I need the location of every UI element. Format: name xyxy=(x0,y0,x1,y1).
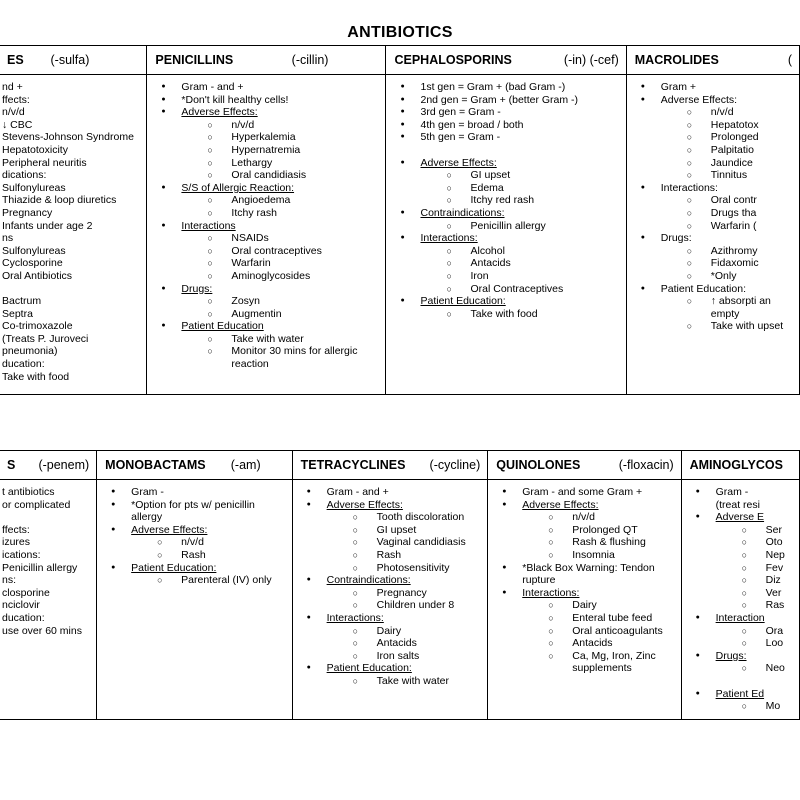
sub-item: ○ Rash & flushing xyxy=(522,536,676,549)
sub-item: ○ Warfarin xyxy=(181,257,381,270)
sub-item: ○ Iron xyxy=(420,270,621,283)
bullet-item xyxy=(392,81,621,94)
bullet-item xyxy=(299,486,484,499)
quinolones-cell xyxy=(488,480,681,720)
sub-item: ○ Take with upset xyxy=(661,320,795,333)
sub-item: ○ n/v/d xyxy=(522,511,676,524)
sub-list xyxy=(661,245,795,283)
sub-list xyxy=(327,675,484,688)
sub-item: ○ Ver xyxy=(716,587,795,600)
sub-list xyxy=(181,232,381,282)
sub-list xyxy=(661,106,795,182)
cephalosporins-header: CEPHALOSPORINS (-in) (-cef) xyxy=(386,46,626,75)
cell-line: ducation: xyxy=(2,358,45,371)
cell-line: Oral Antibiotics xyxy=(2,269,73,282)
cephalosporins-cell xyxy=(386,75,626,395)
sub-item: ○ Oral candidiasis xyxy=(181,169,381,182)
sub-list xyxy=(420,220,621,233)
cell-line: nciclovir xyxy=(2,599,40,612)
carbapenems-cell xyxy=(0,480,97,720)
bullet-item xyxy=(392,144,621,157)
bullet-item xyxy=(688,675,795,688)
bullet-text: Adverse Effects: xyxy=(131,523,208,536)
bullet-text: 4th gen = broad / both xyxy=(420,118,524,131)
sub-item: ○ Jaundice xyxy=(661,157,795,170)
sub-item: ○ Vaginal candidiasis xyxy=(327,536,484,549)
tetracyclines-header: TETRACYCLINES (-cycline) xyxy=(292,451,488,480)
bullet-item xyxy=(688,612,795,650)
penicillins-header: PENICILLINS (-cillin) xyxy=(147,46,386,75)
sub-item: ○ Alcohol xyxy=(420,245,621,258)
bullet-item xyxy=(392,207,621,232)
cell-line: Sulfonylureas xyxy=(2,181,66,194)
bullet-list xyxy=(494,486,676,675)
sub-list xyxy=(522,599,676,675)
sub-item: ○ Take with water xyxy=(327,675,484,688)
sub-item: ○ Aminoglycosides xyxy=(181,270,381,283)
bottom-antibiotic-table xyxy=(0,450,800,720)
bullet-text: Patient Education xyxy=(181,320,264,333)
sub-list xyxy=(181,194,381,219)
bullet-list xyxy=(688,486,795,713)
cell-line: or complicated xyxy=(2,498,71,511)
bullet-text: Adverse Effects: xyxy=(420,156,497,169)
monobactams-cell xyxy=(97,480,292,720)
bullet-list xyxy=(633,81,795,333)
bullet-list xyxy=(103,486,287,587)
bullet-item xyxy=(153,106,381,182)
bullet-text: Gram + xyxy=(660,81,697,93)
bullet-text: Adverse Effects: xyxy=(660,93,738,106)
sub-item: ○ Antacids xyxy=(420,257,621,270)
bullet-item xyxy=(153,94,381,107)
sub-item: ○ Palpitatio xyxy=(661,144,795,157)
bullet-text: Interactions: xyxy=(420,232,478,245)
monobactams-header: MONOBACTAMS (-am) xyxy=(97,451,292,480)
sub-item: ○ Oral contraceptives xyxy=(181,245,381,258)
sub-item: ○ Enteral tube feed xyxy=(522,612,676,625)
sub-list xyxy=(716,625,795,650)
sulfonamides-cell xyxy=(0,75,147,395)
sub-list xyxy=(327,587,484,612)
cell-line: ications: xyxy=(2,548,41,561)
sub-item: ○ Itchy red rash xyxy=(420,194,621,207)
cell-line: Co-trimoxazole xyxy=(2,320,73,333)
aminoglycosides-header: AMINOGLYCOS xyxy=(681,451,799,480)
bullet-text: Interactions: xyxy=(326,611,384,624)
bullet-text: Patient Education: xyxy=(660,282,746,295)
sub-item: ○ Zosyn xyxy=(181,295,381,308)
bullet-text: Patient Education: xyxy=(420,295,506,308)
macrolides-cell xyxy=(626,75,799,395)
sub-item: ○ Take with food xyxy=(420,308,621,321)
bullet-item xyxy=(688,486,795,499)
bullet-item xyxy=(494,499,676,562)
macrolides-header: MACROLIDES ( xyxy=(626,46,799,75)
tetracyclines-cell xyxy=(292,480,488,720)
bullet-text: Contraindications: xyxy=(420,206,505,219)
bullet-item xyxy=(299,499,484,575)
sub-item: ○ n/v/d xyxy=(131,536,287,549)
sub-item: ○ Tooth discoloration xyxy=(327,511,484,524)
bullet-item xyxy=(392,157,621,207)
bullet-item xyxy=(299,612,484,662)
bullet-item xyxy=(103,524,287,562)
sub-item: ○ Mo xyxy=(716,700,795,713)
bullet-text: Gram - and + xyxy=(181,81,244,93)
bullet-item xyxy=(688,511,795,612)
carbapenems-header: S (-penem) xyxy=(0,451,97,480)
cell-line: ducation: xyxy=(2,611,45,624)
bullet-item xyxy=(103,499,287,524)
sub-list xyxy=(131,574,287,587)
bullet-item xyxy=(299,574,484,612)
bullet-text: Gram - and + xyxy=(326,486,389,498)
sub-item: ○ Warfarin ( xyxy=(661,220,795,233)
bullet-text: (treat resi xyxy=(715,498,760,511)
bullet-list xyxy=(299,486,484,688)
bullet-item xyxy=(392,295,621,320)
sub-item: ○ Hypernatremia xyxy=(181,144,381,157)
sub-item: ○ Hyperkalemia xyxy=(181,131,381,144)
sub-item: ○ Insomnia xyxy=(522,549,676,562)
bullet-text: Drugs: xyxy=(181,282,213,295)
sub-item: ○ Diz xyxy=(716,574,795,587)
aminoglycosides-cell xyxy=(681,480,799,720)
sub-list xyxy=(181,295,381,320)
sub-item: ○ n/v/d xyxy=(661,106,795,119)
sub-item: ○ Prolonged QT xyxy=(522,524,676,537)
cell-line: Cyclosporine xyxy=(2,257,63,270)
sub-item: ○ Children under 8 xyxy=(327,599,484,612)
sub-item: ○ Take with water xyxy=(181,333,381,346)
cell-line: Stevens-Johnson Syndrome xyxy=(2,131,134,144)
bullet-item xyxy=(494,587,676,675)
cell-line: Septra xyxy=(2,307,33,320)
sub-item: ○ Lethargy xyxy=(181,157,381,170)
bullet-text: Gram - and some Gram + xyxy=(522,486,643,498)
sub-item: ○ Iron salts xyxy=(327,650,484,663)
bullet-text: Drugs: xyxy=(660,232,692,245)
bullet-item xyxy=(392,94,621,107)
sub-item: ○ Ras xyxy=(716,599,795,612)
sub-item: ○ Oral anticoagulants xyxy=(522,625,676,638)
cell-line: ↓ CBC xyxy=(2,118,33,131)
sub-item: ○ Oral Contraceptives xyxy=(420,283,621,296)
sub-item: ○ n/v/d xyxy=(181,119,381,132)
cell-line: (Treats P. Juroveci xyxy=(2,332,89,345)
bullet-text: 2nd gen = Gram + (better Gram -) xyxy=(420,93,579,106)
bullet-text: Gram - xyxy=(715,486,749,498)
sub-item: ○ Antacids xyxy=(327,637,484,650)
cell-line: Pregnancy xyxy=(2,206,53,219)
sub-list xyxy=(420,169,621,207)
sub-item: ○ Fidaxomic xyxy=(661,257,795,270)
cell-line xyxy=(2,283,142,296)
bullet-list xyxy=(153,81,381,371)
bullet-item xyxy=(392,131,621,144)
sub-list xyxy=(327,625,484,663)
sub-item: ○ Penicillin allergy xyxy=(420,220,621,233)
sub-item: ○ Edema xyxy=(420,182,621,195)
bullet-text: Patient Education: xyxy=(326,662,412,675)
cell-line: ns xyxy=(2,232,14,245)
bullet-text: S/S of Allergic Reaction: xyxy=(181,181,295,194)
sub-list xyxy=(420,308,621,321)
sub-item: ○ Tinnitus xyxy=(661,169,795,182)
bullet-text: Adverse E xyxy=(715,511,765,524)
bullet-text: Contraindications: xyxy=(326,574,411,587)
cell-line: Hepatotoxicity xyxy=(2,143,68,156)
bullet-item xyxy=(633,232,795,282)
sub-item: ○ Pregnancy xyxy=(327,587,484,600)
bullet-text: Patient Ed xyxy=(715,687,765,700)
bullet-text: Drugs: xyxy=(715,649,747,662)
sub-list xyxy=(716,662,795,675)
sub-item: ○ Fev xyxy=(716,562,795,575)
bullet-text: Patient Education: xyxy=(131,561,217,574)
sub-item: ○ Parenteral (IV) only xyxy=(131,574,287,587)
sub-list xyxy=(716,700,795,713)
bullet-item xyxy=(494,486,676,499)
cell-line: Thiazide & loop diuretics xyxy=(2,194,117,207)
cell-line: Infants under age 2 xyxy=(2,219,93,232)
bullet-text: Interaction xyxy=(715,611,765,624)
bullet-text: Adverse Effects: xyxy=(522,498,599,511)
bullet-item xyxy=(688,650,795,675)
sub-item: ○ Oto xyxy=(716,536,795,549)
sub-list xyxy=(661,295,795,333)
cell-line: Sulfonylureas xyxy=(2,244,66,257)
sub-list xyxy=(131,536,287,561)
cell-line: nd + xyxy=(2,81,23,93)
bullet-text: 3rd gen = Gram - xyxy=(420,106,501,119)
bullet-item xyxy=(633,94,795,182)
sub-item: ○ Photosensitivity xyxy=(327,562,484,575)
sub-item: ○ Augmentin xyxy=(181,308,381,321)
bottom-header-row xyxy=(0,451,800,480)
sub-item: ○ Prolonged xyxy=(661,131,795,144)
cell-line: t antibiotics xyxy=(2,486,55,498)
bullet-item xyxy=(153,220,381,283)
top-body-row xyxy=(0,75,800,395)
cell-line: use over 60 mins xyxy=(2,624,82,637)
bullet-text: Interactions: xyxy=(660,181,718,194)
sub-item: ○ GI upset xyxy=(327,524,484,537)
sub-item: ○ ↑ absorpti an empty xyxy=(661,295,795,320)
bullet-item xyxy=(494,562,676,587)
sub-item: ○ Monitor 30 mins for allergic reaction xyxy=(181,345,381,370)
sub-item: ○ Nep xyxy=(716,549,795,562)
penicillins-cell xyxy=(147,75,386,395)
bullet-text: Adverse Effects: xyxy=(326,498,403,511)
bullet-item xyxy=(153,320,381,370)
sub-list xyxy=(181,119,381,182)
sub-item: ○ Ora xyxy=(716,625,795,638)
cell-line: Penicillin allergy xyxy=(2,561,78,574)
bullet-text: Interactions xyxy=(181,219,236,232)
bottom-body-row xyxy=(0,480,800,720)
sub-item: ○ GI upset xyxy=(420,169,621,182)
cell-line: ffects: xyxy=(2,523,30,536)
bullet-text: *Option for pts w/ penicillin allergy xyxy=(131,498,255,524)
cell-line xyxy=(2,511,92,524)
bullet-item xyxy=(688,688,795,713)
sub-item: ○ Neo xyxy=(716,662,795,675)
sub-item: ○ Itchy rash xyxy=(181,207,381,220)
sub-item: ○ Dairy xyxy=(327,625,484,638)
bullet-text: 1st gen = Gram + (bad Gram -) xyxy=(420,81,566,93)
bullet-text: Interactions: xyxy=(522,586,580,599)
bullet-text: Gram - xyxy=(131,486,164,498)
sub-list xyxy=(327,511,484,574)
sub-list xyxy=(661,194,795,232)
top-header-row xyxy=(0,46,800,75)
bullet-item xyxy=(153,283,381,321)
bullet-item xyxy=(633,182,795,232)
cell-line: pneumonia) xyxy=(2,345,58,358)
bullet-item xyxy=(392,232,621,295)
sub-item: ○ Hepatotox xyxy=(661,119,795,132)
bullet-list xyxy=(392,81,621,320)
bullet-item xyxy=(392,119,621,132)
bullet-item xyxy=(688,499,795,512)
bullet-text: *Don't kill healthy cells! xyxy=(181,93,289,106)
sub-item: ○ Rash xyxy=(327,549,484,562)
bullet-item xyxy=(103,562,287,587)
bullet-text: Adverse Effects: xyxy=(181,106,258,119)
bullet-text: *Black Box Warning: Tendon rupture xyxy=(522,561,655,587)
sub-list xyxy=(181,333,381,371)
bullet-item xyxy=(633,283,795,333)
page-title: ANTIBIOTICS xyxy=(347,24,453,41)
sub-list xyxy=(522,511,676,561)
cell-line: closporine xyxy=(2,586,50,599)
sub-item: ○ Oral contr xyxy=(661,194,795,207)
sulfonamides-header: ES (-sulfa) xyxy=(0,46,147,75)
sub-list xyxy=(716,524,795,612)
cell-line: ffects: xyxy=(2,93,30,106)
sub-item: ○ Rash xyxy=(131,549,287,562)
bullet-item xyxy=(153,182,381,220)
sub-item: ○ Ca, Mg, Iron, Zinc supplements xyxy=(522,650,676,675)
bullet-item xyxy=(153,81,381,94)
cell-line: n/v/d xyxy=(2,106,25,119)
sub-item: ○ Drugs tha xyxy=(661,207,795,220)
bullet-item xyxy=(103,486,287,499)
top-antibiotic-table xyxy=(0,45,800,395)
sub-item: ○ Ser xyxy=(716,524,795,537)
cell-line: Peripheral neuritis xyxy=(2,156,87,169)
sub-list xyxy=(420,245,621,295)
sub-item: ○ Azithromy xyxy=(661,245,795,258)
sub-item: ○ Loo xyxy=(716,637,795,650)
bullet-text: 5th gen = Gram - xyxy=(420,131,501,144)
bullet-item xyxy=(633,81,795,94)
sub-item: ○ Angioedema xyxy=(181,194,381,207)
sub-item: ○ *Only xyxy=(661,270,795,283)
quinolones-header: QUINOLONES (-floxacin) xyxy=(488,451,681,480)
bullet-item xyxy=(392,106,621,119)
cell-line: izures xyxy=(2,536,31,549)
sub-item: ○ Dairy xyxy=(522,599,676,612)
cell-line: Take with food xyxy=(2,370,70,383)
bullet-item xyxy=(299,662,484,687)
cell-line: ns: xyxy=(2,574,17,587)
cell-line: dications: xyxy=(2,169,47,182)
sub-item: ○ Antacids xyxy=(522,637,676,650)
cell-line: Bactrum xyxy=(2,295,42,308)
sub-item: ○ NSAIDs xyxy=(181,232,381,245)
